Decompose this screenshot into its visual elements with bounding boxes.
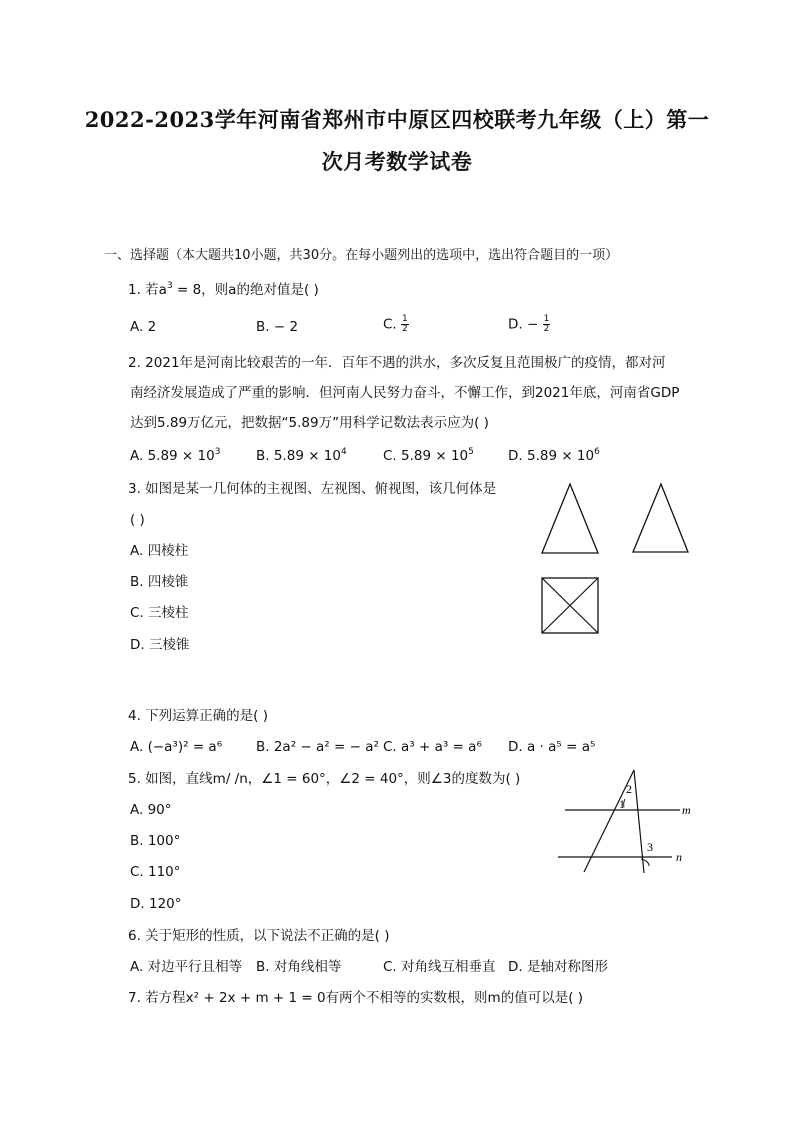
fraction: $\frac{1}{2}$	[402, 314, 408, 334]
question-5-option-c[interactable]: C. 110°	[130, 864, 181, 880]
question-1-option-a[interactable]: A. 2	[130, 319, 157, 335]
label-n: n	[676, 850, 682, 864]
question-2-option-b[interactable]: B. $5.89 \times 10^4$	[256, 447, 347, 464]
question-1-option-c[interactable]: C. $\frac{1}{2}$	[383, 314, 408, 334]
question-6-stem: 6. 关于矩形的性质，以下说法不正确的是( )	[128, 928, 390, 944]
question-2-stem-line3: 达到5.89万亿元，把数据“5.89万”用科学记数法表示应为( )	[130, 415, 489, 431]
question-4-option-d[interactable]: D. a · a⁵ = a⁵	[508, 739, 596, 755]
label-m: m	[682, 803, 691, 817]
question-2-stem-line2: 南经济发展造成了严重的影响．但河南人民努力奋斗，不懈工作，到2021年底，河南省GDP	[130, 385, 680, 401]
question-3-stem-line2: ( )	[130, 512, 145, 528]
question-3-option-d[interactable]: D. 三棱锥	[130, 637, 190, 653]
side-view-triangle	[633, 484, 688, 552]
question-4-option-b[interactable]: B. 2a² − a² = − a²	[256, 739, 379, 755]
question-6-option-b[interactable]: B. 对角线相等	[256, 959, 342, 975]
question-6-option-a[interactable]: A. 对边平行且相等	[130, 959, 243, 975]
label-angle-3: 3	[647, 840, 653, 854]
question-3-option-b[interactable]: B. 四棱锥	[130, 574, 189, 590]
question-2-option-a[interactable]: A. $5.89 \times 10^3$	[130, 447, 221, 464]
question-6-option-c[interactable]: C. 对角线互相垂直	[383, 959, 496, 975]
question-5-option-a[interactable]: A. 90°	[130, 802, 172, 818]
question-1-option-b[interactable]: B. − 2	[256, 319, 299, 335]
question-5-option-b[interactable]: B. 100°	[130, 833, 181, 849]
question-3-stem-line1: 3. 如图是某一几何体的主视图、左视图、俯视图，该几何体是	[128, 481, 497, 497]
fraction: $\frac{1}{2}$	[543, 314, 550, 334]
question-4-option-a[interactable]: A. (−a³)² = a⁶	[130, 739, 223, 755]
three-view-figure	[535, 478, 695, 638]
question-4-option-c[interactable]: C. a³ + a³ = a⁶	[383, 739, 482, 755]
question-1-option-d[interactable]: D. − $\frac{1}{2}$	[508, 314, 550, 334]
question-3-option-c[interactable]: C. 三棱柱	[130, 605, 189, 621]
front-view-triangle	[542, 484, 598, 553]
label-angle-2: 2	[626, 782, 632, 796]
question-5-stem: 5. 如图，直线m/ /n，∠1 = 60°，∠2 = 40°，则∠3的度数为( )	[128, 771, 521, 787]
question-7-stem: 7. 若方程x² + 2x + m + 1 = 0有两个不相等的实数根，则m的值可以是( )	[128, 990, 584, 1006]
section-heading: 一、选择题（本大题共10小题，共30分。在每小题列出的选项中，选出符合题目的一项）	[104, 248, 619, 263]
question-2-option-d[interactable]: D. $5.89 \times 10^6$	[508, 447, 600, 464]
parallel-lines-figure	[555, 765, 705, 880]
question-3-option-a[interactable]: A. 四棱柱	[130, 543, 189, 559]
page-title-line1: 2022-2023学年河南省郑州市中原区四校联考九年级（上）第一	[84, 107, 710, 132]
question-4-stem: 4. 下列运算正确的是( )	[128, 708, 268, 724]
question-2-option-c[interactable]: C. $5.89 \times 10^5$	[383, 447, 474, 464]
label-angle-1: 1	[619, 797, 625, 811]
question-2-stem-line1: 2. 2021年是河南比较艰苦的一年．百年不遇的洪水，多次反复且范围极广的疫情，都对河	[128, 355, 666, 371]
question-5-option-d[interactable]: D. 120°	[130, 896, 182, 912]
question-1-stem: 1. 若$a^3 = 8$，则a的绝对值是( )	[128, 281, 319, 298]
question-6-option-d[interactable]: D. 是轴对称图形	[508, 959, 608, 975]
page-title-line2: 次月考数学试卷	[321, 149, 473, 174]
